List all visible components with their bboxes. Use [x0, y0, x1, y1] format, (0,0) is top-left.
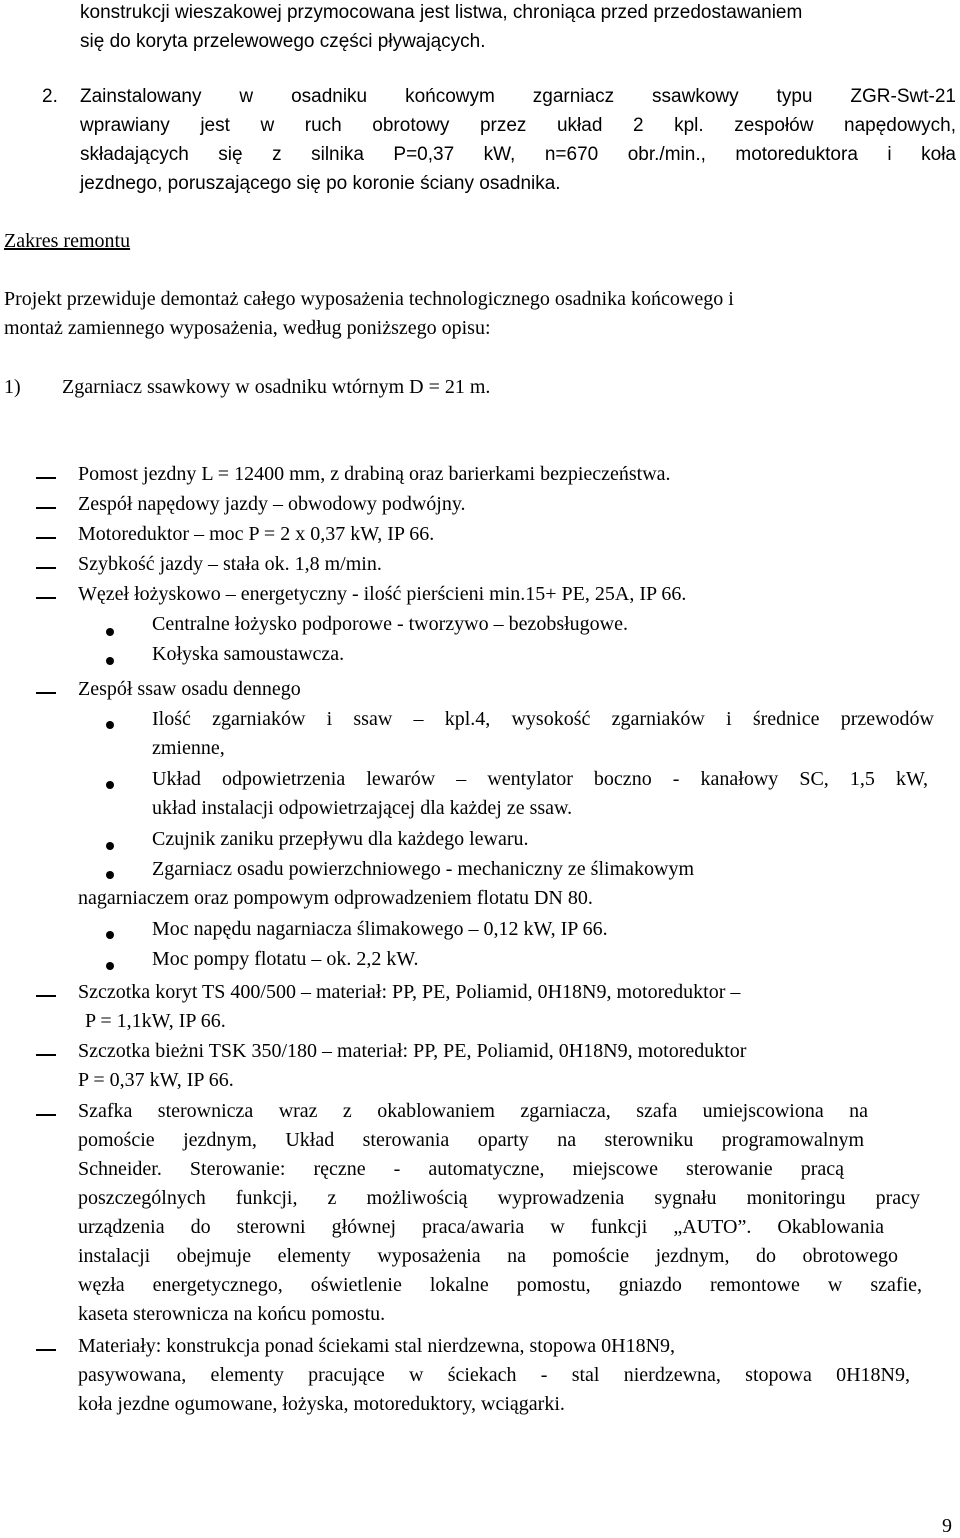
- list-item: Moc napędu nagarniacza ślimakowego – 0,12 kW, IP 66.: [152, 918, 608, 940]
- section-heading: Zakres remontu: [4, 230, 131, 252]
- list-item-continuation: urządzenia do sterowni głównej praca/awaria w funkcji „AUTO”. Okablowania: [78, 1216, 884, 1238]
- dot-bullet: [106, 842, 114, 850]
- dash-bullet: [36, 1114, 56, 1116]
- list-item-continuation: P = 0,37 kW, IP 66.: [78, 1069, 234, 1091]
- dash-bullet: [36, 477, 56, 479]
- paragraph-line: się do koryta przelewowego części pływających.: [80, 31, 486, 52]
- list-item-continuation: koła jezdne ogumowane, łożyska, motoreduktory, wciągarki.: [78, 1393, 565, 1415]
- paragraph-line: montaż zamiennego wyposażenia, według poniższego opisu:: [4, 317, 491, 339]
- dash-bullet: [36, 597, 56, 599]
- dash-bullet: [36, 1054, 56, 1056]
- dot-bullet: [106, 628, 114, 636]
- list-item-continuation: układ instalacji odpowietrzającej dla każdej ze ssaw.: [152, 797, 573, 819]
- list-item: Pomost jezdny L = 12400 mm, z drabiną oraz barierkami bezpieczeństwa.: [78, 463, 671, 485]
- page-number: 9: [942, 1515, 952, 1537]
- list-item: Szczotka bieżni TSK 350/180 – materiał: PP, PE, Poliamid, 0H18N9, motoreduktor: [78, 1040, 747, 1062]
- dot-bullet: [106, 781, 114, 789]
- paragraph-line: Projekt przewiduje demontaż całego wyposażenia technologicznego osadnika końcowego i: [4, 288, 734, 310]
- list-item: Szybkość jazdy – stała ok. 1,8 m/min.: [78, 553, 382, 575]
- list-item-continuation: instalacji obejmuje elementy wyposażenia na pomoście jezdnym, do obrotowego: [78, 1245, 898, 1267]
- list-item: Zespół ssaw osadu dennego: [78, 678, 301, 700]
- dash-bullet: [36, 537, 56, 539]
- dot-bullet: [106, 871, 114, 879]
- dash-bullet: [36, 995, 56, 997]
- list-item: Motoreduktor – moc P = 2 x 0,37 kW, IP 66.: [78, 523, 435, 545]
- list-item-continuation: kaseta sterownicza na końcu pomostu.: [78, 1303, 386, 1325]
- list-item: Szczotka koryt TS 400/500 – materiał: PP, PE, Poliamid, 0H18N9, motoreduktor –: [78, 981, 741, 1003]
- list-item-continuation: węzła energetycznego, oświetlenie lokalne pomostu, gniazdo remontowe w szafie,: [78, 1274, 922, 1296]
- list-item-continuation: poszczególnych funkcji, z możliwością wyprowadzenia sygnału monitoringu pracy: [78, 1187, 920, 1209]
- list-item-continuation: zmienne,: [152, 737, 225, 759]
- dot-bullet: [106, 931, 114, 939]
- dot-bullet: [106, 962, 114, 970]
- dash-bullet: [36, 567, 56, 569]
- list-item-continuation: P = 1,1kW, IP 66.: [85, 1010, 226, 1032]
- paragraph-line: składających się z silnika P=0,37 kW, n=670 obr./min., motoreduktora i koła: [80, 144, 956, 165]
- list-number: 1): [4, 376, 21, 398]
- list-item: Kołyska samoustawcza.: [152, 643, 345, 665]
- paragraph-line: wprawiany jest w ruch obrotowy przez układ 2 kpl. zespołów napędowych,: [80, 115, 956, 136]
- list-item: Moc pompy flotatu – ok. 2,2 kW.: [152, 948, 419, 970]
- list-item: Szafka sterownicza wraz z okablowaniem zgarniacza, szafa umiejscowiona na: [78, 1100, 868, 1122]
- paragraph-line: Zainstalowany w osadniku końcowym zgarniacz ssawkowy typu ZGR-Swt-21: [80, 86, 956, 107]
- paragraph-line: jezdnego, poruszającego się po koronie ściany osadnika.: [80, 173, 561, 194]
- list-item-continuation: pasywowana, elementy pracujące w ściekach - stal nierdzewna, stopowa 0H18N9,: [78, 1364, 910, 1386]
- dot-bullet: [106, 721, 114, 729]
- dash-bullet: [36, 507, 56, 509]
- list-item: Ilość zgarniaków i ssaw – kpl.4, wysokość zgarniaków i średnice przewodów: [152, 708, 934, 730]
- list-item: Zgarniacz osadu powierzchniowego - mechaniczny ze ślimakowym: [152, 858, 695, 880]
- list-item: Zgarniacz ssawkowy w osadniku wtórnym D = 21 m.: [62, 376, 491, 398]
- list-item: Zespół napędowy jazdy – obwodowy podwójny.: [78, 493, 466, 515]
- list-item: Czujnik zaniku przepływu dla każdego lewaru.: [152, 828, 529, 850]
- list-item-continuation: nagarniaczem oraz pompowym odprowadzeniem flotatu DN 80.: [78, 887, 593, 909]
- list-item: Materiały: konstrukcja ponad ściekami stal nierdzewna, stopowa 0H18N9,: [78, 1335, 676, 1357]
- dash-bullet: [36, 692, 56, 694]
- list-item: Centralne łożysko podporowe - tworzywo – bezobsługowe.: [152, 613, 628, 635]
- list-number: 2.: [42, 86, 58, 107]
- dash-bullet: [36, 1349, 56, 1351]
- paragraph-line: konstrukcji wieszakowej przymocowana jest listwa, chroniąca przed przedostawaniem: [80, 2, 803, 23]
- list-item-continuation: pomoście jezdnym, Układ sterowania oparty na sterowniku programowalnym: [78, 1129, 864, 1151]
- dot-bullet: [106, 657, 114, 665]
- list-item-continuation: Schneider. Sterowanie: ręczne - automatyczne, miejscowe sterowanie pracą: [78, 1158, 844, 1180]
- list-item: Układ odpowietrzenia lewarów – wentylator boczno - kanałowy SC, 1,5 kW,: [152, 768, 928, 790]
- list-item: Węzeł łożyskowo – energetyczny - ilość pierścieni min.15+ PE, 25A, IP 66.: [78, 583, 687, 605]
